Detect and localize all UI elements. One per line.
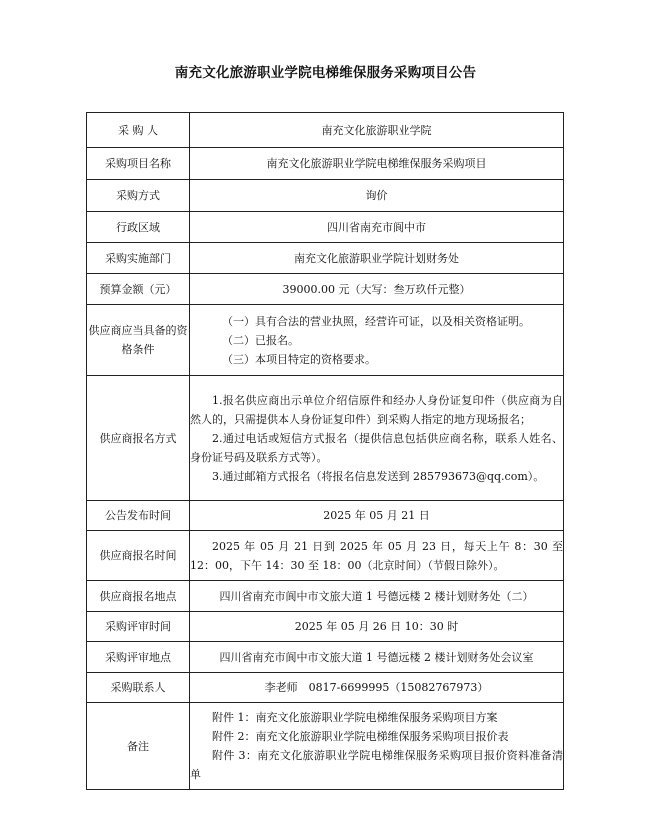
registration-time-text: 2025 年 05 月 21 日到 2025 年 05 月 23 日，每天上午 8：30 至 12：00，下午 14：30 至 18：00（北京时间）（节假日除外）。 bbox=[190, 539, 563, 572]
attachment-item: 附件 1：南充文化旅游职业学院电梯维保服务采购项目方案 bbox=[212, 711, 498, 724]
value-review-place: 四川省南充市阆中市文旅大道 1 号德远楼 2 楼计划财务处会议室 bbox=[190, 642, 564, 673]
registration-method-item: 1.报名供应商出示单位介绍信原件和经办人身份证复印件（供应商为自然人的，只需提供本人身份证复印件）到采购人指定的地方现场报名； bbox=[190, 393, 563, 426]
qualification-item: （二）已报名。 bbox=[222, 333, 299, 347]
page-title: 南充文化旅游职业学院电梯维保服务采购项目公告 bbox=[174, 65, 477, 81]
label-remarks: 备注 bbox=[87, 703, 190, 790]
label-review-time: 采购评审时间 bbox=[87, 612, 190, 642]
row-registration-place bbox=[87, 581, 564, 612]
value-registration-time bbox=[190, 531, 564, 581]
value-registration-place: 四川省南充市阆中市文旅大道 1 号德远楼 2 楼计划财务处（二） bbox=[190, 581, 564, 612]
label-publish-time: 公告发布时间 bbox=[87, 501, 190, 531]
row-contact bbox=[87, 673, 564, 703]
qualification-item: （三）本项目特定的资格要求。 bbox=[222, 352, 376, 366]
row-review-time bbox=[87, 612, 564, 642]
value-remarks bbox=[190, 703, 564, 790]
label-qualifications: 供应商应当具备的资格条件 bbox=[87, 305, 190, 376]
row-publish-time bbox=[87, 501, 564, 531]
qualification-item: （一）具有合法的营业执照，经营许可证，以及相关资格证明。 bbox=[222, 314, 530, 328]
value-buyer: 南充文化旅游职业学院 bbox=[190, 113, 564, 148]
row-project-name bbox=[87, 148, 564, 180]
label-method: 采购方式 bbox=[87, 180, 190, 212]
value-contact: 李老师 0817-6699995（15082767973） bbox=[190, 673, 564, 703]
announcement-table bbox=[86, 112, 564, 790]
row-qualifications bbox=[87, 305, 564, 376]
value-review-time: 2025 年 05 月 26 日 10：30 时 bbox=[190, 612, 564, 642]
label-review-place: 采购评审地点 bbox=[87, 642, 190, 673]
row-budget bbox=[87, 274, 564, 305]
label-department: 采购实施部门 bbox=[87, 243, 190, 274]
value-qualifications bbox=[190, 305, 564, 376]
label-region: 行政区域 bbox=[87, 212, 190, 243]
value-method: 询价 bbox=[190, 180, 564, 212]
row-remarks bbox=[87, 703, 564, 790]
row-registration-method bbox=[87, 376, 564, 501]
label-registration-place: 供应商报名地点 bbox=[87, 581, 190, 612]
label-budget: 预算金额（元） bbox=[87, 274, 190, 305]
registration-method-item: 3.通过邮箱方式报名（将报名信息发送到 285793673@qq.com）。 bbox=[212, 469, 545, 483]
label-registration-method: 供应商报名方式 bbox=[87, 376, 190, 501]
row-registration-time bbox=[87, 531, 564, 581]
attachment-item: 附件 3：南充文化旅游职业学院电梯维保服务采购项目报价资料准备清单 bbox=[190, 749, 563, 781]
registration-method-item: 2.通过电话或短信方式报名（提供信息包括供应商名称，联系人姓名、身份证号码及联系方式等）。 bbox=[190, 431, 563, 464]
value-project-name: 南充文化旅游职业学院电梯维保服务采购项目 bbox=[190, 148, 564, 180]
value-publish-time: 2025 年 05 月 21 日 bbox=[190, 501, 564, 531]
label-registration-time: 供应商报名时间 bbox=[87, 531, 190, 581]
label-contact: 采购联系人 bbox=[87, 673, 190, 703]
row-buyer bbox=[87, 113, 564, 148]
value-region: 四川省南充市阆中市 bbox=[190, 212, 564, 243]
value-registration-method bbox=[190, 376, 564, 501]
row-region bbox=[87, 212, 564, 243]
label-project-name: 采购项目名称 bbox=[87, 148, 190, 180]
row-method bbox=[87, 180, 564, 212]
attachment-item: 附件 2：南充文化旅游职业学院电梯维保服务采购项目报价表 bbox=[212, 730, 509, 743]
value-budget: 39000.00 元（大写：叁万玖仟元整） bbox=[190, 274, 564, 305]
row-review-place bbox=[87, 642, 564, 673]
label-buyer: 采 购 人 bbox=[87, 113, 190, 148]
value-department: 南充文化旅游职业学院计划财务处 bbox=[190, 243, 564, 274]
row-department bbox=[87, 243, 564, 274]
